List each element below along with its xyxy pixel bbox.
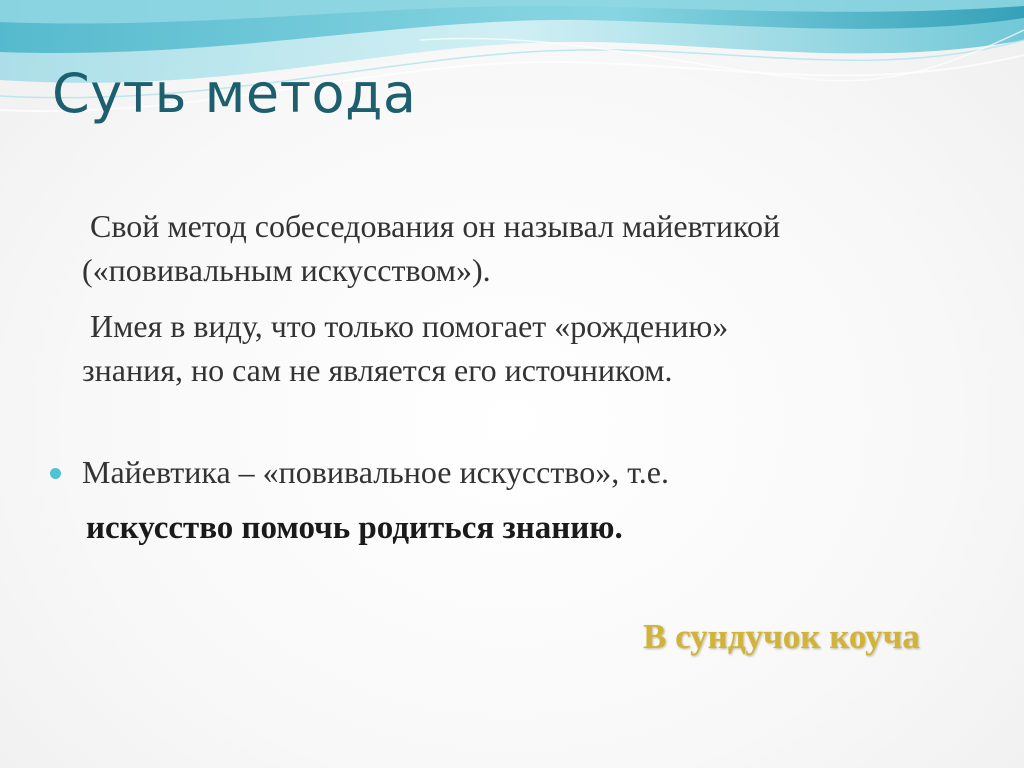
paragraph-maieutics-intro bbox=[82, 204, 982, 292]
paragraph-knowledge-birth bbox=[82, 304, 982, 392]
paragraph1-line2: («повивальным искусством»). bbox=[82, 252, 491, 288]
paragraph1-line1: Свой метод собеседования он называл майевтикой bbox=[90, 208, 781, 244]
bullet-dot-icon bbox=[50, 468, 61, 479]
bullet-text: Майевтика – «повивальное искусство», т.е. bbox=[82, 454, 669, 490]
coach-chest-link[interactable]: В сундучок коуча bbox=[643, 617, 920, 656]
bold-definition: искусство помочь родиться знанию. bbox=[86, 510, 623, 546]
paragraph2-line1: Имея в виду, что только помогает «рождению» bbox=[90, 308, 729, 344]
paragraph2-line2: знания, но сам не является его источником. bbox=[82, 352, 673, 388]
slide-title: Суть метода bbox=[52, 62, 417, 125]
